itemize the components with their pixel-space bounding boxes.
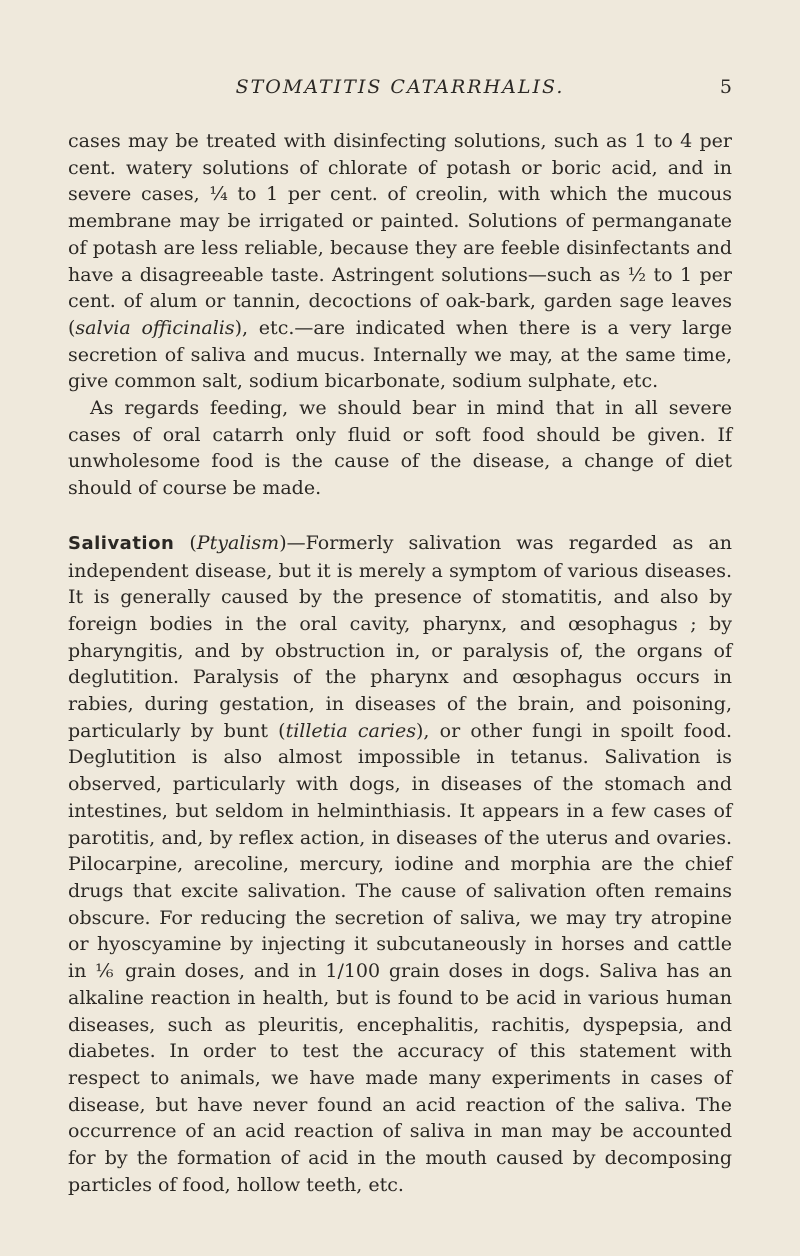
paragraph-feeding (68, 395, 732, 502)
paragraph-text: cases may be treated with disinfecting solutions, such as 1 to 4 per cent. watery solutions of chlorate of potash or boric acid, and in severe cases, ¼ to 1 per cent. of creolin, with which the mucous membrane may be irrigated or painted. Solutions of permanganate of potash are less reliable, because they are feeble disinfectants and have a disagreeable taste. Astringent solutions—such as ½ to 1 per cent. of alum or tannin, decoctions of oak-bark, garden sage leaves ( (68, 130, 732, 339)
paragraph-salivation: Salivation (Ptyalism)—Formerly salivation was regarded as an independent disease, but it is merely a symptom of various diseases. It is generally caused by the presence of stomatitis, and also by foreign bodies in the oral cavity, pharynx, and œsophagus ; by pharyngitis, and by obstruction in, or paralysis of, the organs of deglutition. Paralysis of the pharynx and œsophagus occurs in rabies, during gestation, in diseases of the brain, and poisoning, particularly by bunt (tilletia caries), or other fungi in spoilt food. Deglutition is also almost impossible in tetanus. Salivation is observed, particularly with dogs, in diseases of the stomach and intestines, but seldom in helminthiasis. It appears in a few cases of parotitis, and, by reflex action, in diseases of the uterus and ovaries. Pilocarpine, arecoline, mercury, iodine and morphia are the chief drugs that excite salivation. The cause of salivation often remains obscure. For reducing the secretion of saliva, we may try atropine or hyoscyamine by injecting it subcutaneously in horses and cattle in ⅙ grain doses, and in 1/100 grain doses in dogs. Saliva has an alkaline reaction in health, but is found to be acid in various human diseases, such as pleuritis, encephalitis, rachitis, dyspepsia, and diabetes. In order to test the accuracy of this statement with respect to animals, we have made many experiments in cases of disease, but have never found an acid reaction of the saliva. The occurrence of an acid reaction of saliva in man may be accounted for by the formation of acid in the mouth caused by decomposing particles of food, hollow teeth, etc. (68, 531, 732, 1196)
section-heading-synonym: Ptyalism (196, 531, 280, 554)
paragraph-text: As regards feeding, we should bear in mind that in all severe cases of oral catarrh only fluid or soft food should be given. If unwholesome food is the cause of the disease, a change of diet should of course be made. (68, 397, 732, 500)
paragraph-treatment (68, 128, 732, 395)
section-heading: Salivation (68, 532, 175, 554)
page-header (68, 76, 732, 112)
paragraph-text: ), etc.—are indicated when there is a very large secretion of saliva and mucus. Internally we may, at the same time, give common salt, sodium bicarbonate, sodium sulphate, etc. (68, 316, 732, 393)
italic-term: tilletia caries (285, 719, 417, 742)
paragraph-text: ), or other fungi in spoilt food. Deglutition is also almost impossible in tetanus. Salivation is observed, particularly with dogs, in diseases of the stomach and intestines, but seldom in helminthiasis. It appears in a few cases of parotitis, and, by reflex action, in diseases of the uterus and ovaries. Pilocarpine, arecoline, mercury, iodine and morphia are the chief drugs that excite salivation. The cause of salivation often remains obscure. For reducing the secretion of saliva, we may try atropine or hyoscyamine by injecting it subcutaneously in horses and cattle in ⅙ grain doses, and in 1/100 grain doses in dogs. Saliva has an alkaline reaction in health, but is found to be acid in various human diseases, such as pleuritis, encephalitis, rachitis, dyspepsia, and diabetes. In order to test the accuracy of this statement with respect to animals, we have made many experiments in cases of disease, but have never found an acid reaction of the saliva. The occurrence of an acid reaction of saliva in man may be accounted for by the formation of acid in the mouth caused by decomposing particles of food, hollow teeth, etc. (68, 719, 732, 1196)
italic-term: salvia officinalis (75, 316, 235, 339)
page-number: 5 (719, 76, 732, 98)
running-title: STOMATITIS CATARRHALIS. (235, 76, 565, 98)
paragraph-text: —Formerly salivation was regarded as an independent disease, but it is merely a symptom of various diseases. It is generally caused by the presence of stomatitis, and also by foreign bodies in the oral cavity, pharynx, and œsophagus ; by pharyngitis, and by obstruction in, or paralysis of, the organs of deglutition. Paralysis of the pharynx and œsophagus occurs in rabies, during gestation, in diseases of the brain, and poisoning, particularly by bunt ( (68, 531, 732, 742)
